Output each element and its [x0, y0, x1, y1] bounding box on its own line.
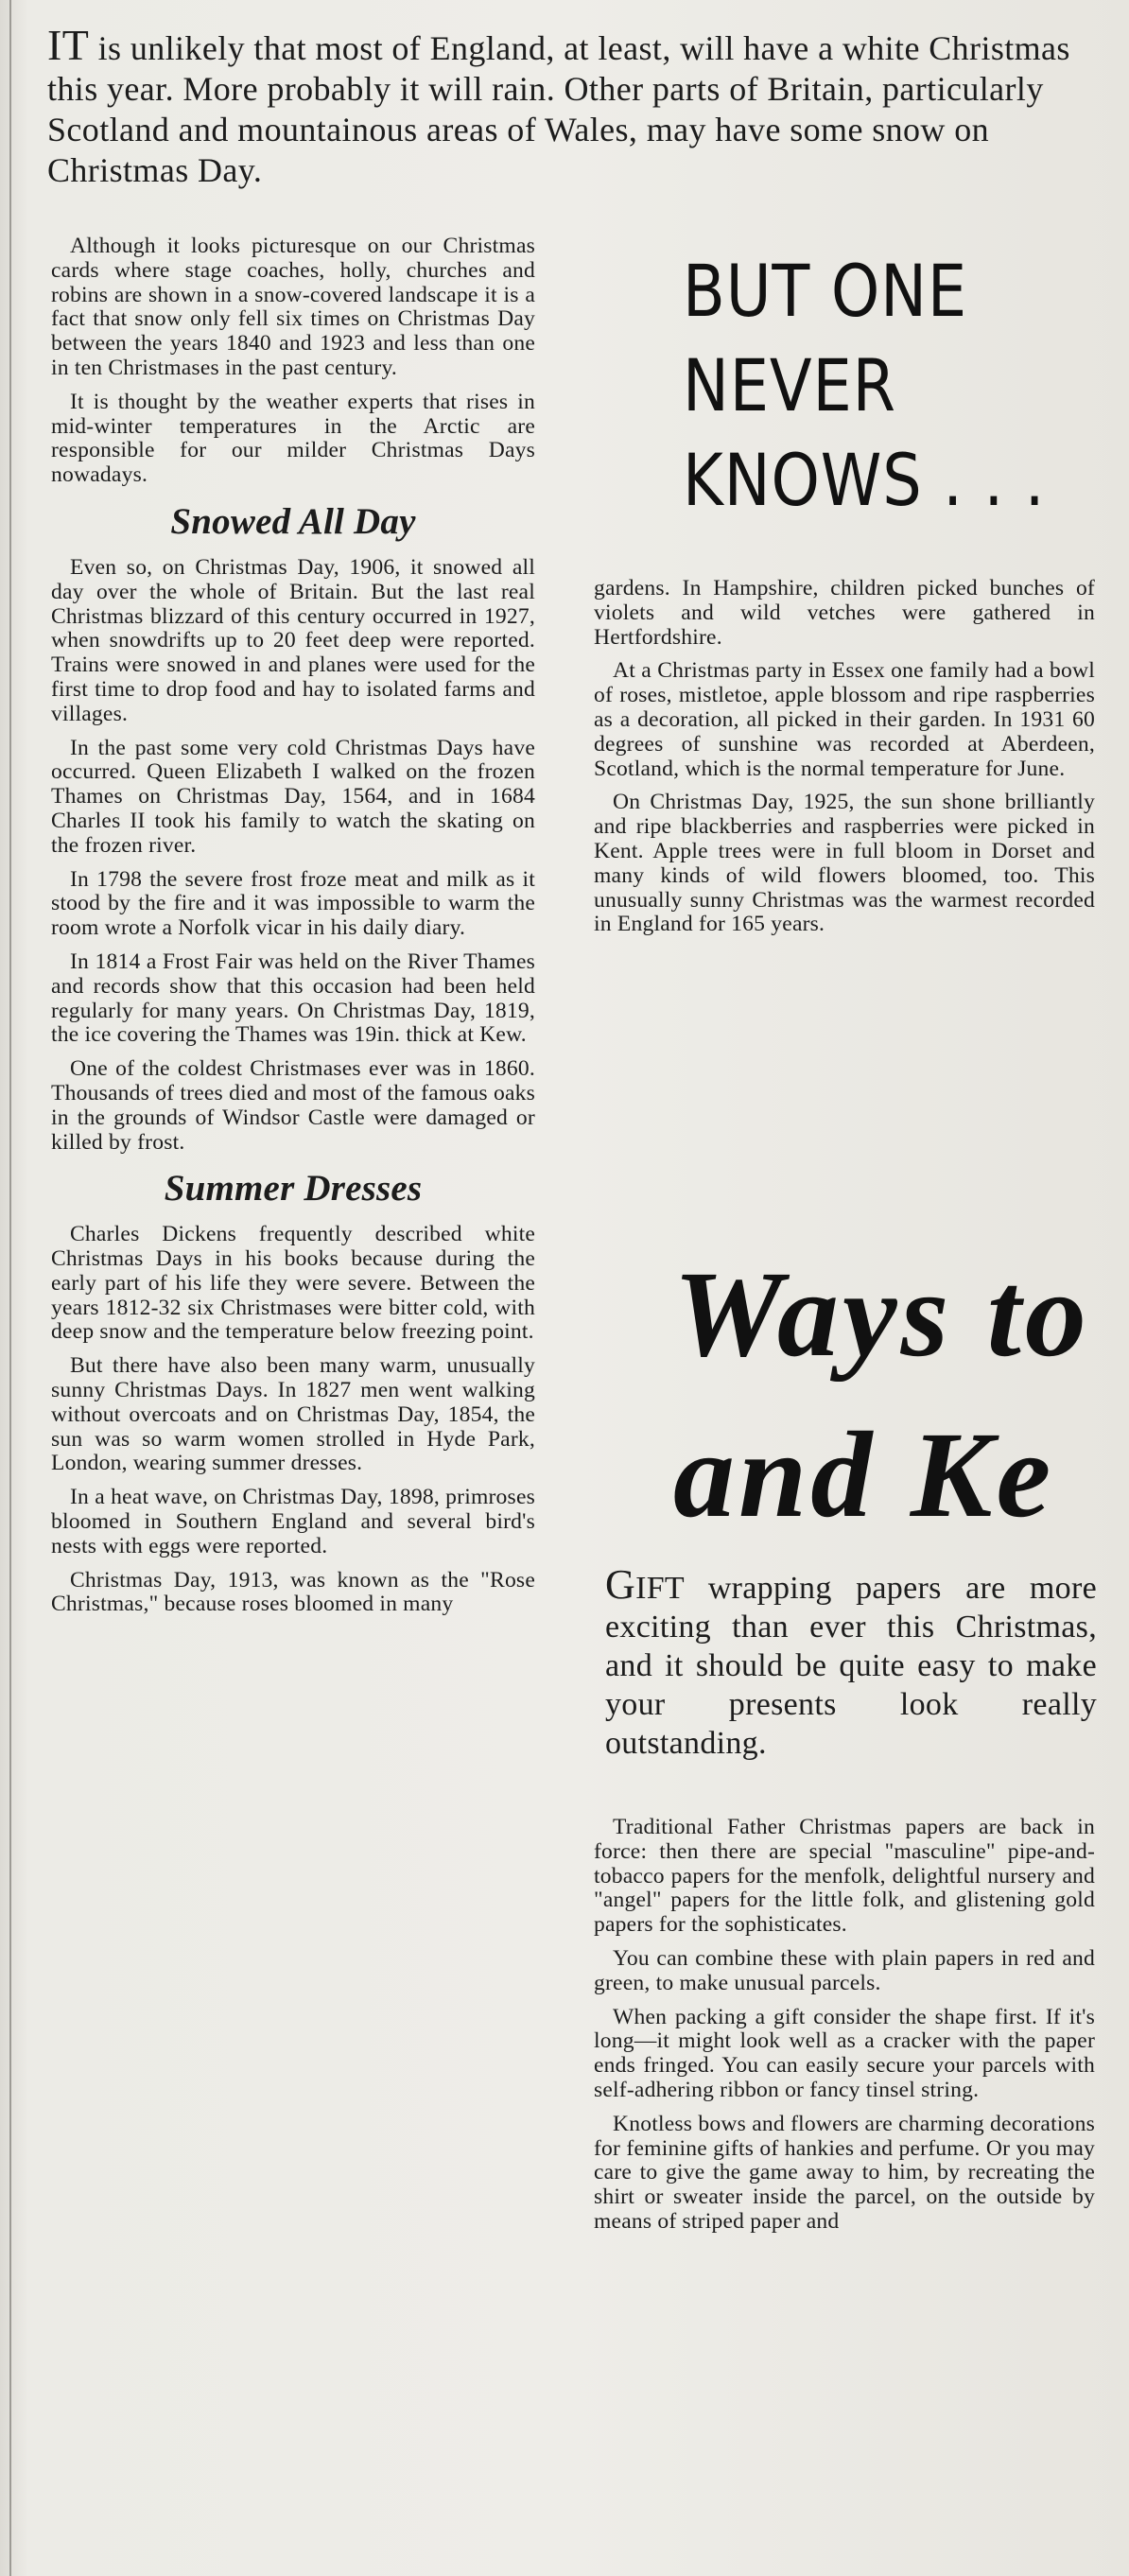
gift-paragraph-4: Knotless bows and flowers are charming decorations for feminine gifts of hankies and perfume. Or you may care to give the game away to him, by recreating the shirt or sweater inside the parcel, on the outside by means of striped paper and: [594, 2111, 1095, 2234]
left-paragraph-11: Christmas Day, 1913, was known as the "Rose Christmas," because roses bloomed in many: [51, 1567, 535, 1617]
gift-column: [594, 1816, 1095, 2244]
left-paragraph-10: In a heat wave, on Christmas Day, 1898, primroses bloomed in Southern England and several bird's nests with eggs were reported.: [51, 1485, 535, 1558]
left-paragraph-9: But there have also been many warm, unusually sunny Christmas Days. In 1827 men went walking without overcoats and on Christmas Day, 1854, the sun was so warm women strolled in Hyde Park, London, wearing summer dresses.: [51, 1353, 535, 1476]
gift-paragraph-3: When packing a gift consider the shape first. If it's long—it might look well as a cracker with the paper ends fringed. You can easily secure your parcels with self-adhering ribbon or fancy tinsel string.: [594, 2004, 1095, 2102]
ways-line-1: Ways to: [673, 1246, 1090, 1383]
gift-paragraph-1: Traditional Father Christmas papers are back in force: then there are special "masculine" pipe-and-tobacco papers for the menfolk, delightful nursery and "angel" papers for the little folk, and glistening gold papers for the sophisticates.: [594, 1815, 1095, 1938]
left-paragraph-8: Charles Dickens frequently described white Christmas Days in his books because during the early part of his life they were severe. Between the years 1812-32 six Christmases were bitter cold, with deep snow and the temperature below freezing point.: [51, 1222, 535, 1345]
lead-text: is unlikely that most of England, at least, will have a white Christmas this year. More probably it will rain. Other parts of Britain, particularly Scotland and mountainous areas of Wales, may have some snow on Christmas Day.: [47, 29, 1070, 189]
subheading-snowed-all-day: Snowed All Day: [170, 500, 416, 542]
left-column: [51, 235, 535, 1627]
subheading-summer-dresses: Summer Dresses: [164, 1168, 423, 1210]
gift-paragraph-2: You can combine these with plain papers in red and green, to make unusual parcels.: [594, 1945, 1095, 1995]
left-paragraph-5: In 1798 the severe frost froze meat and milk as it stood by the fire and it was impossible to warm the room wrote a Norfolk vicar in his daily diary.: [51, 866, 535, 941]
headline-line-1: BUT ONE: [683, 249, 968, 333]
left-paragraph-3: Even so, on Christmas Day, 1906, it snowed all day over the whole of Britain. But the last real Christmas blizzard of this century occurred in 1927, when snowdrifts up to 20 feet deep were reported. Trains were snowed in and planes were used for the first time to drop food and hay to isolated farms and villages.: [51, 554, 535, 726]
right-paragraph-3: On Christmas Day, 1925, the sun shone brilliantly and ripe blackberries and raspberries were picked in Kent. Apple trees were in full bloom in Dorset and many kinds of wild flowers bloomed, too. This unusually sunny Christmas was the warmest recorded in England for 165 years.: [594, 790, 1095, 937]
right-paragraph-2: At a Christmas party in Essex one family had a bowl of roses, mistletoe, apple blossom and ripe raspberries as a decoration, all picked in their garden. In 1931 60 degrees of sunshine was recorded at Aberdeen, Scotland, which is the normal temperature for June.: [594, 658, 1095, 781]
headline-line-3: KNOWS . . .: [683, 438, 1046, 522]
column-rule: [9, 0, 11, 2576]
gift-lead-text: IFT wrapping papers are more exciting than ever this Christmas, and it should be quite easy to make your presents look really outstanding.: [605, 1571, 1097, 1761]
left-paragraph-7: One of the coldest Christmases ever was in 1860. Thousands of trees died and most of the famous oaks in the grounds of Windsor Castle were damaged or killed by frost.: [51, 1056, 535, 1155]
headline-line-2: NEVER: [683, 343, 896, 427]
left-paragraph-6: In 1814 a Frost Fair was held on the River Thames and records show that this occasion had been held regularly for many years. On Christmas Day, 1819, the ice covering the Thames was 19in. thick at Kew.: [51, 949, 535, 1048]
left-paragraph-1: Although it looks picturesque on our Christmas cards where stage coaches, holly, churches and robins are shown in a snow-covered landscape it is a fact that snow only fell six times on Christmas Day between the years 1840 and 1923 and less than one in ten Christmases in the past century.: [51, 234, 535, 380]
left-paragraph-2: It is thought by the weather experts that rises in mid-winter temperatures in the Arctic are responsible for our milder Christmas Days nowadays.: [51, 389, 535, 488]
headline-but-one-never-knows: [683, 244, 1073, 528]
lead-paragraph: [47, 21, 1097, 191]
gift-lead-paragraph: [605, 1561, 1097, 1763]
right-column: [594, 577, 1095, 947]
right-paragraph-1: gardens. In Hampshire, children picked bunches of violets and wild vetches were gathered in Hertfordshire.: [594, 576, 1095, 650]
headline-ways-to: [673, 1234, 1129, 1556]
lead-dropcap: IT: [47, 21, 90, 69]
left-paragraph-4: In the past some very cold Christmas Days have occurred. Queen Elizabeth I walked on the frozen Thames on Christmas Day, 1564, and in 1684 Charles II took his family to watch the skating on the frozen river.: [51, 735, 535, 858]
ways-line-2: and Ke: [673, 1407, 1055, 1543]
gift-dropcap: G: [605, 1561, 636, 1608]
